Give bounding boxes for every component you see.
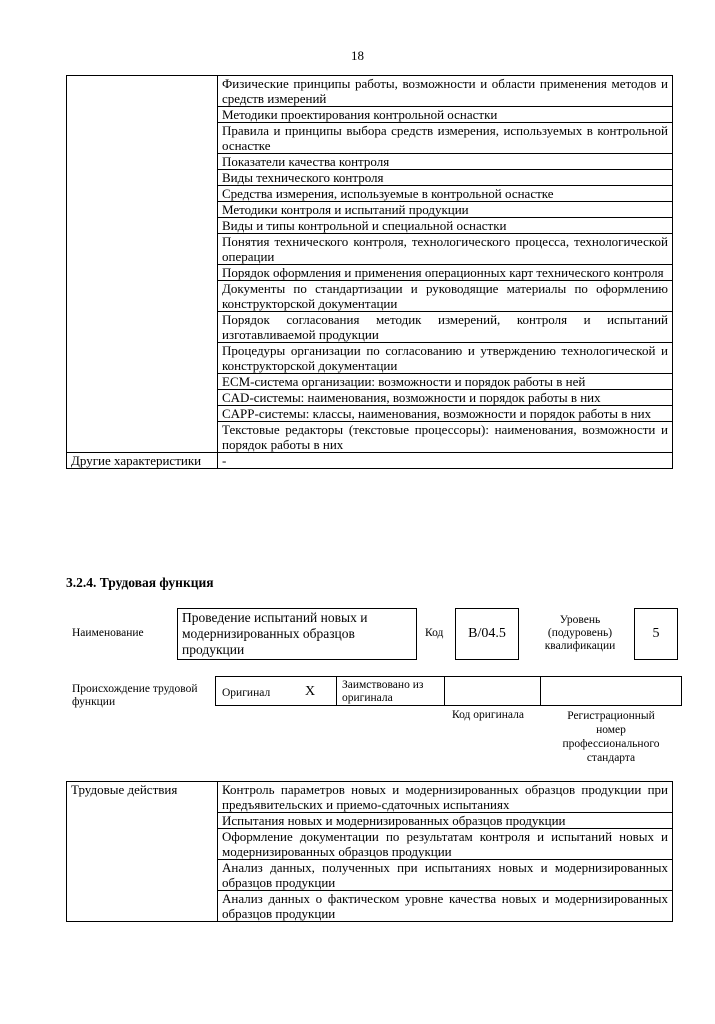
code-original-caption: Код оригинала (452, 709, 524, 721)
borrowed-label: Заимствовано из оригинала (342, 679, 424, 704)
original-label: Оригинал (222, 687, 271, 699)
knowledge-item: CAD-системы: наименования, возможности и порядок работы в них (218, 390, 673, 406)
knowledge-item: CAPP-системы: классы, наименования, возможности и порядок работы в них (218, 406, 673, 422)
level-label: Уровень (подуровень) квалификации (544, 614, 616, 652)
knowledge-item: Понятия технического контроля, технологического процесса, технологической операции (218, 234, 673, 265)
knowledge-item: Виды и типы контрольной и специальной оснастки (218, 218, 673, 234)
knowledge-item: Виды технического контроля (218, 170, 673, 186)
origin-divider (336, 676, 337, 706)
labor-actions-table (66, 781, 673, 922)
knowledge-table (66, 75, 673, 469)
knowledge-item: Порядок оформления и применения операционных карт технического контроля (218, 265, 673, 281)
knowledge-item: Средства измерения, используемые в контрольной оснастке (218, 186, 673, 202)
labor-action-item: Анализ данных, полученных при испытаниях новых и модернизированных образцов продукции (218, 860, 673, 891)
table-row (67, 782, 673, 813)
code-value: B/04.5 (455, 608, 519, 660)
knowledge-item: Физические принципы работы, возможности и области применения методов и средств измерений (218, 76, 673, 107)
origin-label: Происхождение трудовой функции (72, 683, 198, 708)
original-mark: X (305, 684, 316, 699)
section-title: 3.2.4. Трудовая функция (66, 575, 214, 590)
labor-action-item: Анализ данных о фактическом уровне качества новых и модернизированных образцов продукции (218, 891, 673, 922)
function-name-value: Проведение испытаний новых и модернизированных образцов продукции (177, 608, 417, 660)
knowledge-label-cell (67, 76, 218, 453)
knowledge-item: Процедуры организации по согласованию и утверждению технологической и конструкторской документации (218, 343, 673, 374)
table-row (67, 76, 673, 107)
knowledge-item: ECM-система организации: возможности и порядок работы в ней (218, 374, 673, 390)
origin-divider (444, 676, 445, 706)
labor-action-item: Испытания новых и модернизированных образцов продукции (218, 813, 673, 829)
level-value: 5 (634, 608, 678, 660)
table-row (67, 453, 673, 469)
knowledge-item: Текстовые редакторы (текстовые процессоры): наименования, возможности и порядок работы в них (218, 422, 673, 453)
other-characteristics-value: - (218, 453, 673, 469)
origin-row (215, 676, 682, 706)
knowledge-item: Правила и принципы выбора средств измерения, используемых в контрольной оснастке (218, 123, 673, 154)
name-label: Наименование (72, 627, 144, 639)
knowledge-item: Документы по стандартизации и руководящие материалы по оформлению конструкторской документации (218, 281, 673, 312)
origin-divider (540, 676, 541, 706)
code-label: Код (425, 627, 444, 639)
page-number: 18 (351, 48, 364, 63)
knowledge-item: Показатели качества контроля (218, 154, 673, 170)
other-characteristics-label: Другие характеристики (67, 453, 218, 469)
reg-number-caption: Регистрационный номер профессионального стандарта (562, 710, 660, 764)
labor-action-item: Оформление документации по результатам контроля и испытаний новых и модернизированных образцов продукции (218, 829, 673, 860)
knowledge-item: Методики контроля и испытаний продукции (218, 202, 673, 218)
labor-actions-label: Трудовые действия (67, 782, 218, 922)
labor-action-item: Контроль параметров новых и модернизированных образцов продукции при предъявительских и приемо-сдаточных испытаниях (218, 782, 673, 813)
knowledge-item: Порядок согласования методик измерений, контроля и испытаний изготавливаемой продукции (218, 312, 673, 343)
knowledge-item: Методики проектирования контрольной оснастки (218, 107, 673, 123)
